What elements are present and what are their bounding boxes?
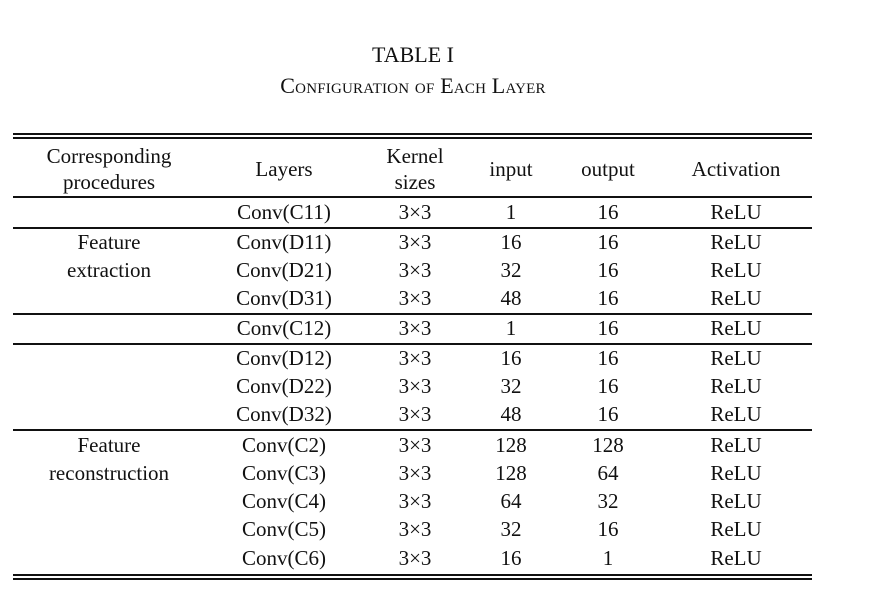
output-cell: 16 — [597, 230, 619, 254]
layer-cell: Conv(C4) — [242, 489, 326, 513]
activation-cell: ReLU — [710, 258, 762, 282]
top-rule — [13, 133, 812, 135]
output-cell: 64 — [597, 461, 619, 485]
input-cell: 64 — [500, 489, 522, 513]
header-output: output — [581, 157, 635, 181]
layer-cell: Conv(D32) — [236, 402, 332, 426]
layer-cell: Conv(D31) — [236, 286, 332, 310]
row-group-rule — [13, 227, 812, 229]
activation-cell: ReLU — [710, 230, 762, 254]
activation-cell: ReLU — [710, 461, 762, 485]
kernel-size-cell: 3×3 — [398, 402, 432, 426]
header-kernel-sizes: Kernel — [386, 144, 444, 168]
kernel-size-cell: 3×3 — [398, 316, 432, 340]
activation-cell: ReLU — [710, 346, 762, 370]
kernel-size-cell: 3×3 — [398, 546, 432, 570]
group-label-feature-reconstruction: Feature — [77, 433, 141, 457]
layer-cell: Conv(C6) — [242, 546, 326, 570]
layer-cell: Conv(C11) — [237, 200, 331, 224]
kernel-size-cell: 3×3 — [398, 200, 432, 224]
layer-cell: Conv(D12) — [236, 346, 332, 370]
top-rule — [13, 137, 812, 139]
table-label: TABLE I — [372, 42, 454, 67]
table-title: Configuration of Each Layer — [280, 73, 546, 98]
input-cell: 32 — [500, 374, 522, 398]
activation-cell: ReLU — [710, 546, 762, 570]
input-cell: 128 — [495, 461, 527, 485]
output-cell: 16 — [597, 258, 619, 282]
kernel-size-cell: 3×3 — [398, 258, 432, 282]
header-rule — [13, 196, 812, 198]
layer-cell: Conv(C12) — [236, 316, 332, 340]
activation-cell: ReLU — [710, 489, 762, 513]
activation-cell: ReLU — [710, 286, 762, 310]
output-cell: 16 — [597, 286, 619, 310]
input-cell: 16 — [500, 346, 522, 370]
header-procedures: Corresponding — [46, 144, 172, 168]
kernel-size-cell: 3×3 — [398, 489, 432, 513]
bottom-rule — [13, 578, 812, 580]
layer-cell: Conv(D11) — [236, 230, 332, 254]
layer-cell: Conv(C3) — [242, 461, 326, 485]
layer-cell: Conv(D22) — [236, 374, 332, 398]
input-cell: 16 — [500, 230, 522, 254]
header-activation: Activation — [691, 157, 781, 181]
input-cell: 1 — [505, 200, 517, 224]
activation-cell: ReLU — [710, 402, 762, 426]
input-cell: 32 — [500, 258, 522, 282]
input-cell: 48 — [500, 286, 522, 310]
output-cell: 16 — [597, 517, 619, 541]
input-cell: 128 — [495, 433, 527, 457]
output-cell: 32 — [597, 489, 619, 513]
output-cell: 1 — [602, 546, 614, 570]
layer-cell: Conv(C5) — [242, 517, 326, 541]
kernel-size-cell: 3×3 — [398, 374, 432, 398]
input-cell: 32 — [500, 517, 522, 541]
group-label-feature-extraction: Feature — [77, 230, 141, 254]
kernel-size-cell: 3×3 — [398, 286, 432, 310]
layer-cell: Conv(C2) — [242, 433, 326, 457]
row-group-rule — [13, 313, 812, 315]
header-layers: Layers — [255, 157, 313, 181]
layer-cell: Conv(D21) — [236, 258, 332, 282]
output-cell: 16 — [597, 402, 619, 426]
input-cell: 1 — [505, 316, 517, 340]
kernel-size-cell: 3×3 — [398, 230, 432, 254]
kernel-size-cell: 3×3 — [398, 433, 432, 457]
output-cell: 16 — [597, 316, 619, 340]
output-cell: 16 — [597, 374, 619, 398]
kernel-size-cell: 3×3 — [398, 461, 432, 485]
output-cell: 16 — [597, 200, 619, 224]
group-label-feature-reconstruction: reconstruction — [48, 461, 170, 485]
kernel-size-cell: 3×3 — [398, 346, 432, 370]
output-cell: 128 — [592, 433, 624, 457]
header-input: input — [489, 157, 533, 181]
output-cell: 16 — [597, 346, 619, 370]
row-group-rule — [13, 343, 812, 345]
activation-cell: ReLU — [710, 433, 762, 457]
header-kernel-sizes: sizes — [394, 170, 436, 194]
activation-cell: ReLU — [710, 200, 762, 224]
input-cell: 48 — [500, 402, 522, 426]
kernel-size-cell: 3×3 — [398, 517, 432, 541]
input-cell: 16 — [500, 546, 522, 570]
bottom-rule — [13, 574, 812, 576]
activation-cell: ReLU — [710, 517, 762, 541]
activation-cell: ReLU — [710, 316, 762, 340]
row-group-rule — [13, 429, 812, 431]
activation-cell: ReLU — [710, 374, 762, 398]
group-label-feature-extraction: extraction — [67, 258, 151, 282]
header-procedures: procedures — [62, 170, 156, 194]
